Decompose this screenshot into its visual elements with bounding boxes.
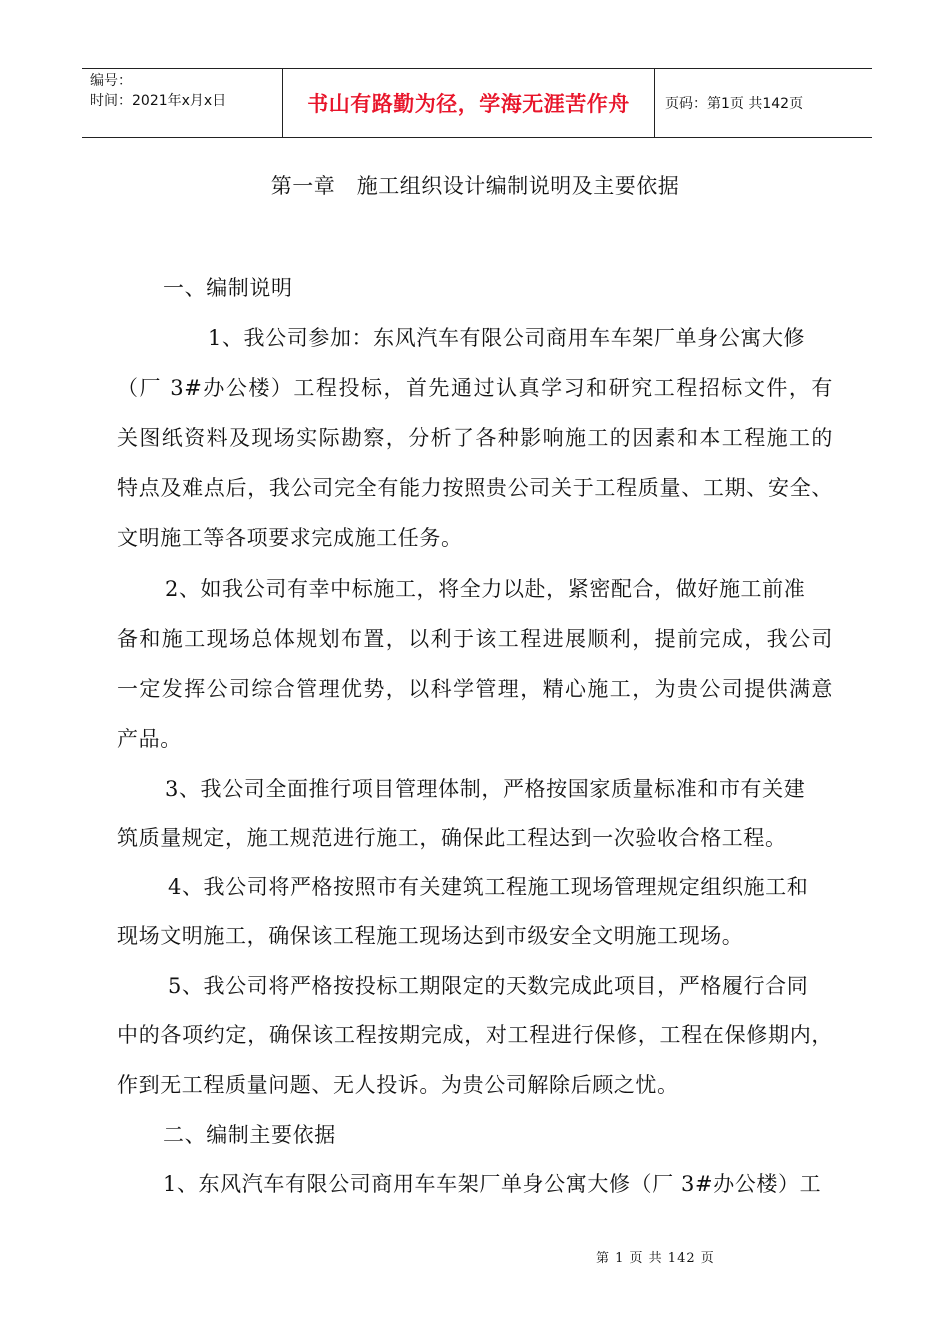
- paragraph-line: 4、我公司将严格按照市有关建筑工程施工现场管理规定组织施工和: [168, 875, 809, 899]
- paragraph-line: 产品。: [117, 727, 182, 751]
- section-heading: 二、编制主要依据: [163, 1123, 336, 1147]
- paragraph-line: 2、如我公司有幸中标施工，将全力以赴，紧密配合，做好施工前准: [165, 577, 806, 601]
- paragraph-line: 5、我公司将严格按投标工期限定的天数完成此项目，严格履行合同: [168, 974, 809, 998]
- paragraph-line: 备和施工现场总体规划布置，以利于该工程进展顺利，提前完成，我公司: [117, 627, 833, 651]
- header-page-info: 页码：第1页 共142页: [665, 96, 804, 112]
- paragraph-line: 1、我公司参加：东风汽车有限公司商用车车架厂单身公寓大修: [208, 326, 806, 350]
- paragraph-line: 中的各项约定，确保该工程按期完成，对工程进行保修，工程在保修期内，: [117, 1023, 833, 1047]
- paragraph-line: （厂 3#办公楼）工程投标，首先通过认真学习和研究工程招标文件，有: [117, 376, 833, 400]
- document-time-label: 时间：2021年x月x日: [90, 93, 227, 109]
- paragraph-line: 作到无工程质量问题、无人投诉。为贵公司解除后顾之忧。: [117, 1073, 679, 1097]
- header-motto: 书山有路勤为径，学海无涯苦作舟: [283, 69, 655, 137]
- document-header: [82, 68, 872, 138]
- paragraph-line: 3、我公司全面推行项目管理体制，严格按国家质量标准和市有关建: [165, 777, 806, 801]
- header-meta-cell: [82, 69, 283, 137]
- paragraph-line: 文明施工等各项要求完成施工任务。: [117, 526, 463, 550]
- page-footer: 第 1 页 共 142 页: [596, 1251, 715, 1266]
- paragraph-line: 关图纸资料及现场实际勘察，分析了各种影响施工的因素和本工程施工的: [117, 426, 833, 450]
- paragraph-line: 1、东风汽车有限公司商用车车架厂单身公寓大修（厂 3#办公楼）工: [163, 1172, 822, 1196]
- chapter-title: 第一章 施工组织设计编制说明及主要依据: [270, 174, 680, 198]
- paragraph-line: 一定发挥公司综合管理优势，以科学管理，精心施工，为贵公司提供满意: [117, 677, 833, 701]
- section-heading: 一、编制说明: [163, 276, 293, 300]
- paragraph-line: 现场文明施工，确保该工程施工现场达到市级安全文明施工现场。: [117, 924, 744, 948]
- paragraph-line: 特点及难点后，我公司完全有能力按照贵公司关于工程质量、工期、安全、: [117, 476, 833, 500]
- document-number-label: 编号：: [90, 73, 132, 89]
- paragraph-line: 筑质量规定，施工规范进行施工，确保此工程达到一次验收合格工程。: [117, 826, 787, 850]
